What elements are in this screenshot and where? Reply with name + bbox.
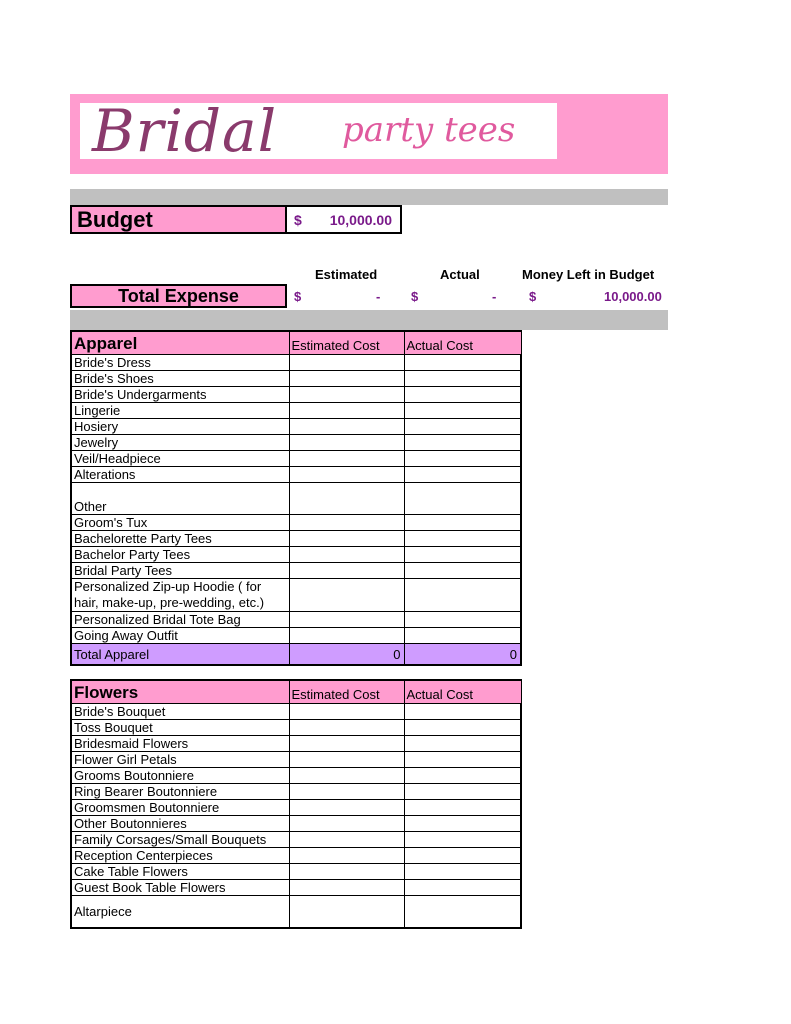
- logo-party-tees: party tees: [342, 110, 516, 150]
- table-row: [71, 704, 521, 720]
- estimated-cost-cell[interactable]: [289, 515, 404, 531]
- apparel-table: [70, 330, 522, 666]
- actual-cost-cell[interactable]: [404, 515, 521, 531]
- estimated-cost-cell[interactable]: [289, 784, 404, 800]
- item-label: Bachelor Party Tees: [71, 547, 289, 563]
- item-label: Going Away Outfit: [71, 628, 289, 644]
- estimated-cost-cell[interactable]: [289, 563, 404, 579]
- estimated-cost-cell[interactable]: [289, 387, 404, 403]
- estimated-cost-cell[interactable]: [289, 768, 404, 784]
- budget-currency: $: [294, 212, 302, 228]
- table-row: [71, 579, 521, 612]
- apparel-actual-header: Actual Cost: [404, 331, 521, 355]
- estimated-cost-cell[interactable]: [289, 579, 404, 612]
- estimated-cost-cell[interactable]: [289, 720, 404, 736]
- table-row: [71, 403, 521, 419]
- table-row: [71, 848, 521, 864]
- budget-value-cell[interactable]: [287, 205, 402, 234]
- estimated-cost-cell[interactable]: [289, 864, 404, 880]
- item-label: Bridal Party Tees: [71, 563, 289, 579]
- table-row: [71, 547, 521, 563]
- budget-label: Budget: [70, 205, 287, 234]
- actual-cost-cell[interactable]: [404, 531, 521, 547]
- actual-cost-cell[interactable]: [404, 800, 521, 816]
- actual-cost-cell[interactable]: [404, 736, 521, 752]
- table-row: [71, 563, 521, 579]
- item-label: Groom's Tux: [71, 515, 289, 531]
- item-label: Flower Girl Petals: [71, 752, 289, 768]
- total-estimated-currency: $: [294, 289, 302, 304]
- estimated-cost-cell[interactable]: [289, 451, 404, 467]
- table-row: [71, 864, 521, 880]
- item-label: Ring Bearer Boutonniere: [71, 784, 289, 800]
- total-estimated-value: -: [376, 289, 381, 304]
- actual-cost-cell[interactable]: [404, 784, 521, 800]
- item-label: Groomsmen Boutonniere: [71, 800, 289, 816]
- divider-bar: [70, 189, 668, 205]
- total-expense-label: Total Expense: [70, 284, 287, 308]
- estimated-cost-cell[interactable]: [289, 612, 404, 628]
- item-label: Bachelorette Party Tees: [71, 531, 289, 547]
- item-label: Cake Table Flowers: [71, 864, 289, 880]
- table-row: [71, 768, 521, 784]
- actual-cost-cell[interactable]: [404, 880, 521, 896]
- table-row: [71, 896, 521, 929]
- table-row: [71, 736, 521, 752]
- item-label: Bride's Dress: [71, 355, 289, 371]
- item-label: Grooms Boutonniere: [71, 768, 289, 784]
- item-label: Family Corsages/Small Bouquets: [71, 832, 289, 848]
- estimated-cost-cell[interactable]: [289, 531, 404, 547]
- table-row: [71, 832, 521, 848]
- estimated-cost-cell[interactable]: [289, 628, 404, 644]
- total-actual-currency: $: [411, 289, 419, 304]
- total-apparel-label: Total Apparel: [71, 644, 289, 666]
- actual-cost-cell[interactable]: [404, 848, 521, 864]
- table-row: [71, 880, 521, 896]
- total-apparel-estimated: 0: [289, 644, 404, 666]
- table-row: [71, 467, 521, 483]
- actual-cost-cell[interactable]: [404, 612, 521, 628]
- actual-cost-cell[interactable]: [404, 563, 521, 579]
- estimated-cost-cell[interactable]: [289, 800, 404, 816]
- item-label: Alterations: [71, 467, 289, 483]
- item-label: Bride's Undergarments: [71, 387, 289, 403]
- estimated-cost-cell[interactable]: [289, 752, 404, 768]
- estimated-cost-cell[interactable]: [289, 736, 404, 752]
- apparel-title: Apparel: [71, 331, 289, 355]
- item-label: Altarpiece: [71, 896, 289, 929]
- estimated-cost-cell[interactable]: [289, 371, 404, 387]
- estimated-cost-cell[interactable]: [289, 355, 404, 371]
- table-row: [71, 371, 521, 387]
- item-label: Bride's Shoes: [71, 371, 289, 387]
- total-apparel-actual: 0: [404, 644, 521, 666]
- actual-cost-cell[interactable]: [404, 628, 521, 644]
- estimated-cost-cell[interactable]: [289, 419, 404, 435]
- actual-cost-cell[interactable]: [404, 720, 521, 736]
- table-row: [71, 612, 521, 628]
- flowers-table: [70, 679, 522, 929]
- actual-cost-cell[interactable]: [404, 752, 521, 768]
- budget-amount: 10,000.00: [329, 212, 392, 228]
- header-estimated: Estimated: [315, 267, 378, 282]
- item-label: Toss Bouquet: [71, 720, 289, 736]
- table-row: [71, 784, 521, 800]
- estimated-cost-cell[interactable]: [289, 467, 404, 483]
- table-row: [71, 387, 521, 403]
- money-left-currency: $: [529, 289, 537, 304]
- estimated-cost-cell[interactable]: [289, 880, 404, 896]
- item-label: Bridesmaid Flowers: [71, 736, 289, 752]
- total-actual-value: -: [492, 289, 497, 304]
- estimated-cost-cell[interactable]: [289, 403, 404, 419]
- actual-cost-cell[interactable]: [404, 483, 521, 515]
- flowers-actual-header: Actual Cost: [404, 680, 521, 704]
- item-label: Lingerie: [71, 403, 289, 419]
- table-row: [71, 419, 521, 435]
- item-label: Hosiery: [71, 419, 289, 435]
- header-actual: Actual: [440, 267, 480, 282]
- table-row: [71, 483, 521, 515]
- apparel-header-row: [71, 331, 521, 355]
- apparel-total-row: [71, 644, 521, 666]
- divider-bar: [70, 310, 668, 330]
- actual-cost-cell[interactable]: [404, 704, 521, 720]
- actual-cost-cell[interactable]: [404, 864, 521, 880]
- table-row: [71, 515, 521, 531]
- item-label: Bride's Bouquet: [71, 704, 289, 720]
- item-label: Personalized Bridal Tote Bag: [71, 612, 289, 628]
- table-row: [71, 451, 521, 467]
- estimated-cost-cell[interactable]: [289, 832, 404, 848]
- actual-cost-cell[interactable]: [404, 547, 521, 563]
- estimated-cost-cell[interactable]: [289, 547, 404, 563]
- flowers-estimated-header: Estimated Cost: [289, 680, 404, 704]
- actual-cost-cell[interactable]: [404, 816, 521, 832]
- actual-cost-cell[interactable]: [404, 768, 521, 784]
- table-row: [71, 752, 521, 768]
- item-label: Reception Centerpieces: [71, 848, 289, 864]
- table-row: [71, 800, 521, 816]
- apparel-estimated-header: Estimated Cost: [289, 331, 404, 355]
- money-left-value: 10,000.00: [604, 289, 662, 304]
- table-row: [71, 628, 521, 644]
- table-row: [71, 435, 521, 451]
- estimated-cost-cell[interactable]: [289, 483, 404, 515]
- estimated-cost-cell[interactable]: [289, 896, 404, 929]
- actual-cost-cell[interactable]: [404, 832, 521, 848]
- actual-cost-cell[interactable]: [404, 435, 521, 451]
- actual-cost-cell[interactable]: [404, 419, 521, 435]
- estimated-cost-cell[interactable]: [289, 816, 404, 832]
- item-label: Jewelry: [71, 435, 289, 451]
- logo-bridal: Bridal: [92, 97, 278, 165]
- estimated-cost-cell[interactable]: [289, 435, 404, 451]
- actual-cost-cell[interactable]: [404, 403, 521, 419]
- actual-cost-cell[interactable]: [404, 355, 521, 371]
- item-label: Veil/Headpiece: [71, 451, 289, 467]
- actual-cost-cell[interactable]: [404, 387, 521, 403]
- actual-cost-cell[interactable]: [404, 451, 521, 467]
- flowers-title: Flowers: [71, 680, 289, 704]
- flowers-header-row: [71, 680, 521, 704]
- actual-cost-cell[interactable]: [404, 371, 521, 387]
- item-label: Personalized Zip-up Hoodie ( for hair, make-up, pre-wedding, etc.): [71, 579, 289, 612]
- actual-cost-cell[interactable]: [404, 896, 521, 929]
- actual-cost-cell[interactable]: [404, 467, 521, 483]
- table-row: [71, 816, 521, 832]
- estimated-cost-cell[interactable]: [289, 704, 404, 720]
- estimated-cost-cell[interactable]: [289, 848, 404, 864]
- actual-cost-cell[interactable]: [404, 579, 521, 612]
- item-label: Guest Book Table Flowers: [71, 880, 289, 896]
- item-label: Other: [71, 483, 289, 515]
- header-money-left: Money Left in Budget: [522, 267, 655, 282]
- table-row: [71, 720, 521, 736]
- item-label: Other Boutonnieres: [71, 816, 289, 832]
- table-row: [71, 531, 521, 547]
- table-row: [71, 355, 521, 371]
